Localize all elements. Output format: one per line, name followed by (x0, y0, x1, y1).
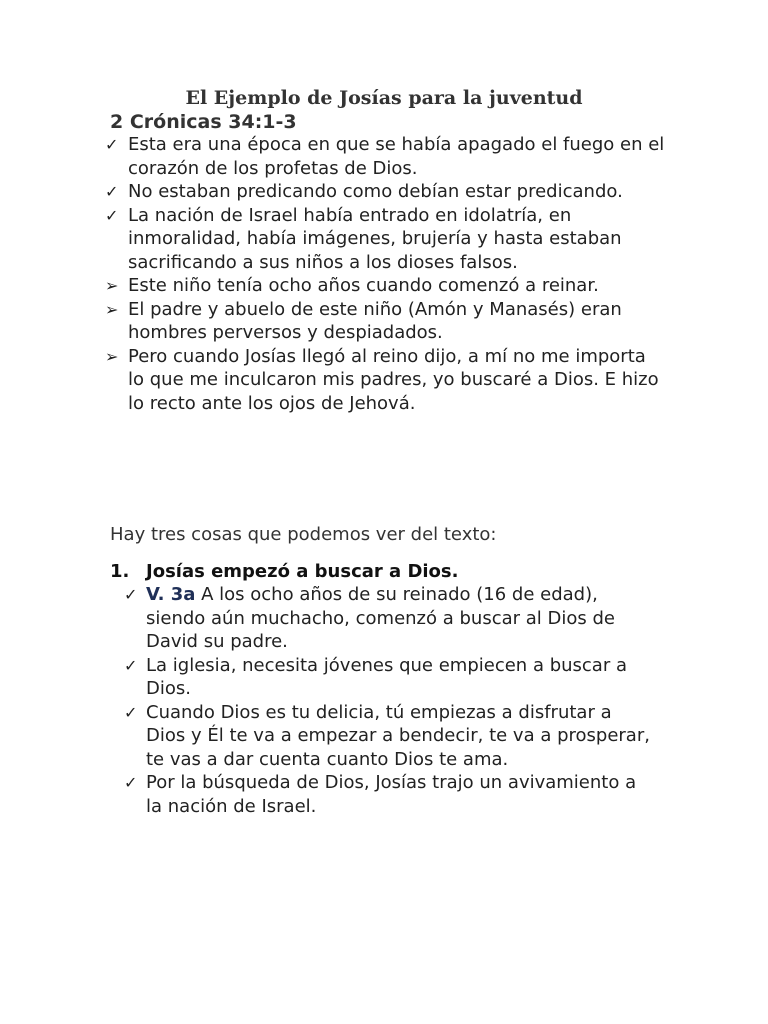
list-item (124, 701, 654, 772)
intro-paragraph: Hay tres cosas que podemos ver del texto: (110, 524, 497, 545)
checkmark-icon: ✓ (105, 182, 119, 201)
list-item-text: Este niño tenía ocho años cuando comenzó a reinar. (128, 275, 599, 296)
arrow-bullet-icon: ➢ (105, 346, 119, 366)
checkmark-icon: ✓ (124, 655, 138, 675)
list-item-text: A los ocho años de su reinado (16 de edad), siendo aún muchacho, comenzó a buscar al Dios de David su padre. (146, 584, 615, 652)
checkmark-icon: ✓ (105, 205, 119, 225)
document-title (0, 86, 768, 110)
list-item-text: Por la búsqueda de Dios, Josías trajo un avivamiento a la nación de Israel. (146, 772, 637, 817)
list-item (105, 204, 665, 275)
list-item (105, 345, 665, 416)
list-item (105, 274, 665, 298)
arrow-bullet-icon: ➢ (105, 299, 119, 319)
list-item-text: Esta era una época en que se había apagado el fuego en el corazón de los profetas de Dios. (128, 134, 665, 179)
list-item (124, 771, 654, 818)
point-bullet-list (124, 583, 654, 818)
list-item-text: La iglesia, necesita jóvenes que empiecen a buscar a Dios. (146, 654, 627, 699)
list-item-text: El padre y abuelo de este niño (Amón y Manasés) eran hombres perversos y despiadados. (128, 298, 622, 343)
list-item-text: La nación de Israel había entrado en idolatría, en inmoralidad, había imágenes, brujería y hasta estaban sacrificando a sus niños a los dioses falsos. (128, 204, 622, 273)
scripture-reference: 2 Crónicas 34:1-3 (110, 111, 297, 133)
list-item-text: Pero cuando Josías llegó al reino dijo, a mí no me importa lo que me inculcaron mis padres, yo buscaré a Dios. E hizo lo recto ante los ojos de Jehová. (128, 345, 659, 414)
checkmark-icon: ✓ (105, 135, 119, 154)
list-item (105, 298, 665, 345)
list-item (124, 583, 654, 654)
title-text: El Ejemplo de Josías para la juventud (185, 87, 583, 109)
list-item-text: Cuando Dios es tu delicia, tú empiezas a disfrutar a Dios y Él te va a empezar a bendecir, te va a prosperar, te vas a dar cuenta cuanto Dios te ama. (146, 701, 650, 770)
checkmark-icon: ✓ (124, 702, 138, 722)
point-heading (110, 560, 458, 584)
list-item (105, 180, 665, 204)
list-item (105, 133, 665, 180)
verse-reference: V. 3a (146, 584, 196, 605)
context-bullet-list (105, 133, 665, 415)
checkmark-icon: ✓ (124, 773, 138, 792)
point-number: 1. (110, 561, 130, 582)
list-item-text: No estaban predicando como debían estar predicando. (128, 181, 623, 202)
point-heading-text: Josías empezó a buscar a Dios. (146, 561, 459, 582)
checkmark-icon: ✓ (124, 585, 138, 604)
list-item (124, 654, 654, 701)
arrow-bullet-icon: ➢ (105, 276, 119, 295)
